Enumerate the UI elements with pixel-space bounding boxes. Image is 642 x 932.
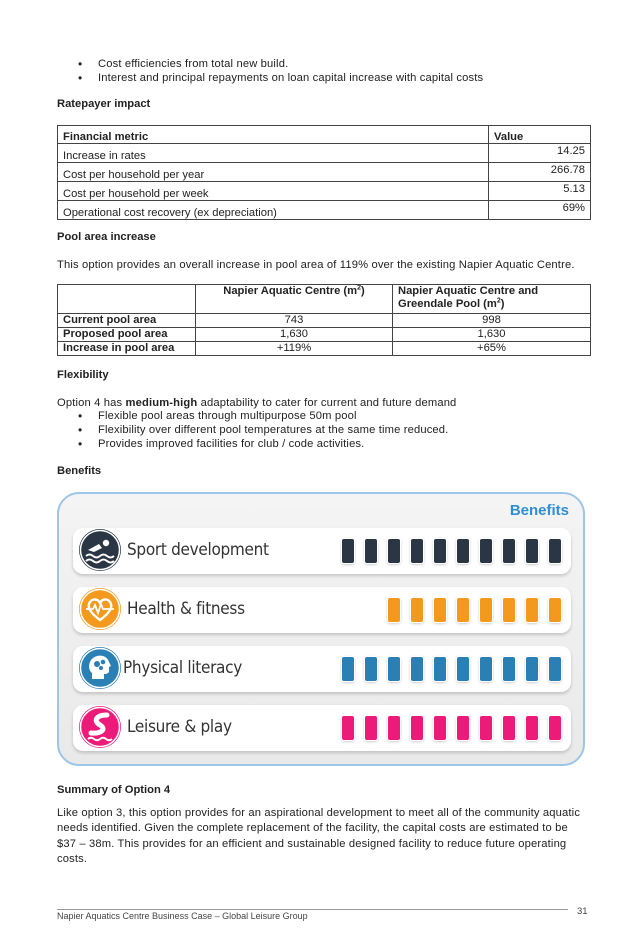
flexibility-heading: Flexibility <box>57 369 109 381</box>
bullet-item: • Provides improved facilities for club / code activities. <box>78 437 598 451</box>
flexibility-bullet-list <box>78 409 598 451</box>
rating-bars <box>342 539 561 563</box>
bullet-item: • Flexibility over different pool temperatures at the same time reduced. <box>78 423 598 437</box>
value-cell: 5.13 <box>489 182 591 201</box>
rating-bar-segment <box>388 539 400 563</box>
rating-bar-segment <box>342 657 354 681</box>
col-header-napier: Napier Aquatic Centre $(m^2)$ <box>196 285 393 314</box>
rating-bar-segment <box>434 539 446 563</box>
rating-bar-segment <box>342 539 354 563</box>
rating-bars <box>342 657 561 681</box>
flexibility-intro: Option 4 has medium-high adaptability to cater for current and future demand <box>57 397 457 409</box>
heart-pulse-icon <box>79 588 121 630</box>
table-row <box>58 328 591 342</box>
rating-bar-segment <box>480 539 492 563</box>
pool-area-table <box>57 284 591 356</box>
pool-area-intro: This option provides an overall increase in pool area of 119% over the existing Napier Aquatic Centre. <box>57 259 575 271</box>
rating-bar-segment <box>526 716 538 740</box>
rating-bar-segment <box>411 716 423 740</box>
pool-area-heading: Pool area increase <box>57 231 156 243</box>
benefit-label: Sport development <box>127 540 269 560</box>
rating-bar-segment <box>457 657 469 681</box>
bullet-item: • Cost efficiencies from total new build. <box>78 57 598 71</box>
swimmer-icon <box>79 529 121 571</box>
rating-bar-segment <box>480 598 492 622</box>
rating-bar-segment <box>457 716 469 740</box>
rating-bar-segment <box>411 539 423 563</box>
metric-cell: Operational cost recovery (ex depreciation) <box>58 201 489 220</box>
rating-bars <box>388 598 561 622</box>
rating-bars <box>342 716 561 740</box>
table-header-row <box>58 126 591 144</box>
rating-bar-segment <box>480 657 492 681</box>
benefit-label: Health & fitness <box>127 599 245 619</box>
value-cell: 14.25 <box>489 144 591 163</box>
napier-cell: 743 <box>196 314 393 328</box>
rating-bar-segment <box>411 657 423 681</box>
ratepayer-table <box>57 125 591 220</box>
col-header-value: Value <box>489 126 591 144</box>
head-gears-icon <box>79 647 121 689</box>
rating-bar-segment <box>434 657 446 681</box>
table-row <box>58 342 591 356</box>
combined-cell: 1,630 <box>393 328 591 342</box>
top-bullet-list <box>78 57 598 85</box>
combined-cell: 998 <box>393 314 591 328</box>
rating-bar-segment <box>549 539 561 563</box>
row-label: Proposed pool area <box>58 328 196 342</box>
rating-bar-segment <box>549 598 561 622</box>
ratepayer-heading: Ratepayer impact <box>57 98 151 110</box>
table-row <box>58 201 591 220</box>
rating-bar-segment <box>526 539 538 563</box>
waterslide-icon <box>79 706 121 748</box>
row-label: Current pool area <box>58 314 196 328</box>
benefit-row-health <box>73 587 571 633</box>
rating-bar-segment <box>434 598 446 622</box>
rating-bar-segment <box>503 598 515 622</box>
rating-bar-segment <box>388 716 400 740</box>
value-cell: 266.78 <box>489 163 591 182</box>
benefits-infographic <box>57 492 585 766</box>
value-cell: 69% <box>489 201 591 220</box>
bullet-item: • Interest and principal repayments on loan capital increase with capital costs <box>78 71 598 85</box>
benefit-label: Leisure & play <box>127 717 232 737</box>
rating-bar-segment <box>365 539 377 563</box>
empty-header-cell <box>58 285 196 314</box>
table-row <box>58 144 591 163</box>
rating-bar-segment <box>457 539 469 563</box>
benefits-title: Benefits <box>509 502 569 519</box>
table-row <box>58 182 591 201</box>
col-header-combined: Napier Aquatic Centre and Greendale Pool $(m^2)$ <box>393 285 591 314</box>
rating-bar-segment <box>457 598 469 622</box>
table-row <box>58 163 591 182</box>
rating-bar-segment <box>434 716 446 740</box>
summary-heading: Summary of Option 4 <box>57 784 171 796</box>
rating-bar-segment <box>388 598 400 622</box>
rating-bar-segment <box>365 657 377 681</box>
benefit-row-leisure <box>73 705 571 751</box>
rating-bar-segment <box>503 657 515 681</box>
rating-bar-segment <box>411 598 423 622</box>
benefit-row-sport <box>73 528 571 574</box>
rating-bar-segment <box>526 598 538 622</box>
combined-cell: +65% <box>393 342 591 356</box>
metric-cell: Cost per household per year <box>58 163 489 182</box>
rating-bar-segment <box>388 657 400 681</box>
table-row <box>58 314 591 328</box>
benefit-label: Physical literacy <box>123 658 242 678</box>
table-header-row <box>58 285 591 314</box>
rating-bar-segment <box>365 716 377 740</box>
rating-bar-segment <box>503 539 515 563</box>
rating-bar-segment <box>480 716 492 740</box>
footer-text: Napier Aquatics Centre Business Case – Global Leisure Group <box>57 911 308 921</box>
rating-bar-segment <box>342 716 354 740</box>
metric-cell: Increase in rates <box>58 144 489 163</box>
rating-bar-segment <box>549 657 561 681</box>
footer-divider <box>57 909 568 910</box>
benefit-row-physical-literacy <box>73 646 571 692</box>
metric-cell: Cost per household per week <box>58 182 489 201</box>
row-label: Increase in pool area <box>58 342 196 356</box>
bullet-item: • Flexible pool areas through multipurpose 50m pool <box>78 409 598 423</box>
col-header-metric: Financial metric <box>58 126 489 144</box>
summary-text: Like option 3, this option provides for an aspirational development to meet all of the community aquatic needs identified. Given the complete replacement of the facility, the capital costs are estimated to be $37 – 38m. This provides for an efficient and sustainable designed facility to reduce future operating costs. <box>57 807 581 866</box>
rating-bar-segment <box>526 657 538 681</box>
rating-bar-segment <box>549 716 561 740</box>
page-number: 31 <box>577 906 588 917</box>
napier-cell: +119% <box>196 342 393 356</box>
napier-cell: 1,630 <box>196 328 393 342</box>
benefits-heading: Benefits <box>57 465 102 477</box>
rating-bar-segment <box>503 716 515 740</box>
